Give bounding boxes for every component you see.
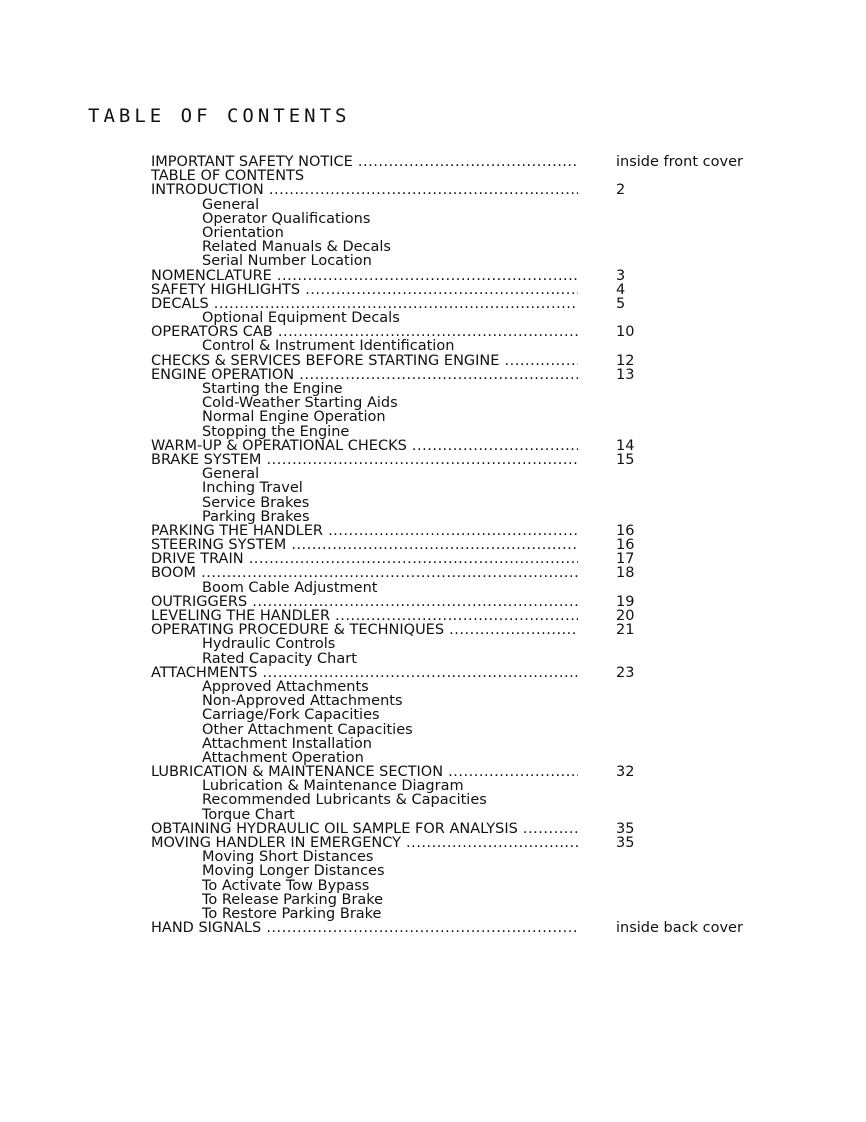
toc-entry-label: ATTACHMENTS ..... xyxy=(151,666,578,680)
toc-subentry xyxy=(151,410,771,424)
toc-entry-label: To Activate Tow Bypass xyxy=(202,877,370,894)
toc-entry xyxy=(151,609,771,623)
toc-entry xyxy=(151,169,771,183)
toc-page-number: 32 xyxy=(616,764,635,781)
table-of-contents xyxy=(151,155,771,935)
toc-entry-label: Rated Capacity Chart xyxy=(202,650,357,667)
toc-entry-label: OPERATING PROCEDURE & TECHNIQUES ..... xyxy=(151,623,578,637)
toc-entry-label: TABLE OF CONTENTS xyxy=(151,168,305,185)
toc-entry-label: Operator Qualifications xyxy=(202,210,371,227)
toc-subentry xyxy=(151,481,771,495)
toc-entry-label: HAND SIGNALS ..... xyxy=(151,921,578,935)
toc-entry-label: PARKING THE HANDLER ..... xyxy=(151,524,578,538)
toc-entry-label: Orientation xyxy=(202,224,284,241)
toc-entry-label: Starting the Engine xyxy=(202,381,343,397)
toc-subentry xyxy=(151,510,771,524)
toc-subentry xyxy=(151,680,771,694)
toc-entry xyxy=(151,552,771,566)
toc-subentry xyxy=(151,737,771,751)
toc-entry xyxy=(151,183,771,197)
toc-entry xyxy=(151,368,771,382)
toc-entry-label: Torque Chart xyxy=(202,806,295,823)
toc-entry xyxy=(151,283,771,297)
toc-page-number: 16 xyxy=(616,522,635,539)
toc-subentry xyxy=(151,850,771,864)
toc-entry xyxy=(151,439,771,453)
toc-subentry xyxy=(151,226,771,240)
toc-entry-label: Inching Travel xyxy=(202,480,303,497)
toc-entry-label: BRAKE SYSTEM ..... xyxy=(151,453,578,467)
toc-entry xyxy=(151,524,771,538)
toc-entry-label: Serial Number Location xyxy=(202,253,372,270)
toc-entry-label: Control & Instrument Identification xyxy=(202,338,455,355)
toc-entry-label: DRIVE TRAIN ..... xyxy=(151,552,578,566)
toc-subentry xyxy=(151,779,771,793)
toc-entry-label: Attachment Installation xyxy=(202,735,372,752)
toc-entry-label: OPERATORS CAB ..... xyxy=(151,325,578,339)
toc-subentry xyxy=(151,425,771,439)
toc-subentry xyxy=(151,581,771,595)
toc-entry xyxy=(151,623,771,637)
toc-entry-label: General xyxy=(202,196,260,213)
toc-entry-label: Boom Cable Adjustment xyxy=(202,579,378,596)
toc-entry-label: Carriage/Fork Capacities xyxy=(202,707,380,724)
toc-subentry xyxy=(151,339,771,353)
toc-entry-label: NOMENCLATURE ..... xyxy=(151,269,578,283)
toc-entry xyxy=(151,595,771,609)
toc-entry-label: Stopping the Engine xyxy=(202,423,350,440)
toc-entry-label: Other Attachment Capacities xyxy=(202,721,413,738)
toc-subentry xyxy=(151,254,771,268)
toc-subentry xyxy=(151,637,771,651)
toc-page-number: inside back cover xyxy=(616,920,743,937)
toc-entry-label: Moving Longer Distances xyxy=(202,863,385,880)
toc-subentry xyxy=(151,198,771,212)
toc-entry-label: Attachment Operation xyxy=(202,749,364,766)
toc-entry-label: ENGINE OPERATION ..... xyxy=(151,368,578,382)
toc-entry xyxy=(151,538,771,552)
toc-subentry xyxy=(151,496,771,510)
toc-entry-label: IMPORTANT SAFETY NOTICE ..... xyxy=(151,155,578,169)
toc-entry-label: Recommended Lubricants & Capacities xyxy=(202,792,487,809)
toc-subentry xyxy=(151,751,771,765)
toc-subentry xyxy=(151,240,771,254)
toc-entry-label: General xyxy=(202,466,260,483)
toc-entry-label: Approved Attachments xyxy=(202,678,369,695)
toc-page-number: 17 xyxy=(616,551,635,568)
toc-entry xyxy=(151,155,771,169)
toc-entry-label: Related Manuals & Decals xyxy=(202,239,391,256)
toc-page-number: 15 xyxy=(616,451,635,468)
toc-subentry xyxy=(151,793,771,807)
toc-entry-label: INTRODUCTION ..... xyxy=(151,183,578,197)
toc-page-number: 19 xyxy=(616,593,635,610)
toc-entry-label: STEERING SYSTEM ..... xyxy=(151,538,578,552)
toc-subentry xyxy=(151,864,771,878)
toc-entry-label: SAFETY HIGHLIGHTS ..... xyxy=(151,283,578,297)
toc-entry-label: BOOM ..... xyxy=(151,566,578,580)
toc-page-number: 3 xyxy=(616,267,626,284)
toc-subentry xyxy=(151,396,771,410)
toc-entry-label: Parking Brakes xyxy=(202,508,310,525)
toc-subentry xyxy=(151,907,771,921)
toc-entry-label: Non-Approved Attachments xyxy=(202,693,403,710)
toc-page-number: 4 xyxy=(616,281,626,298)
toc-subentry xyxy=(151,382,771,396)
toc-entry xyxy=(151,822,771,836)
toc-page-number: 10 xyxy=(616,324,635,341)
toc-page-number: 13 xyxy=(616,366,635,383)
toc-entry xyxy=(151,666,771,680)
toc-page-number: 2 xyxy=(616,182,626,199)
toc-entry-label: Moving Short Distances xyxy=(202,849,374,866)
toc-page-number: 23 xyxy=(616,664,635,681)
toc-entry-label: OUTRIGGERS ..... xyxy=(151,595,578,609)
toc-page-number: 21 xyxy=(616,622,635,639)
toc-entry-label: Hydraulic Controls xyxy=(202,636,336,653)
toc-entry-label: Optional Equipment Decals xyxy=(202,310,400,327)
toc-entry xyxy=(151,354,771,368)
toc-entry-label: To Restore Parking Brake xyxy=(202,905,382,922)
toc-subentry xyxy=(151,467,771,481)
toc-entry-label: Normal Engine Operation xyxy=(202,409,386,426)
toc-entry xyxy=(151,453,771,467)
toc-entry-label: Cold-Weather Starting Aids xyxy=(202,395,398,412)
toc-page-number: 12 xyxy=(616,352,635,369)
toc-entry-label: WARM-UP & OPERATIONAL CHECKS ..... xyxy=(151,439,578,453)
toc-page-number: 20 xyxy=(616,608,635,624)
toc-entry-label: Service Brakes xyxy=(202,494,310,511)
toc-subentry xyxy=(151,808,771,822)
toc-entry-label: LUBRICATION & MAINTENANCE SECTION ..... xyxy=(151,765,578,779)
toc-entry xyxy=(151,297,771,311)
toc-page-number: 18 xyxy=(616,565,635,582)
toc-subentry xyxy=(151,694,771,708)
toc-entry xyxy=(151,269,771,283)
toc-subentry xyxy=(151,879,771,893)
page-title: TABLE OF CONTENTS xyxy=(88,105,351,127)
toc-entry-label: MOVING HANDLER IN EMERGENCY ..... xyxy=(151,836,578,850)
toc-subentry xyxy=(151,652,771,666)
toc-subentry xyxy=(151,212,771,226)
toc-entry xyxy=(151,836,771,850)
toc-entry xyxy=(151,325,771,339)
toc-page-number: 5 xyxy=(616,295,626,312)
toc-page-number: 35 xyxy=(616,835,635,851)
toc-entry-label: CHECKS & SERVICES BEFORE STARTING ENGINE ..... xyxy=(151,354,578,368)
toc-entry xyxy=(151,566,771,580)
toc-subentry xyxy=(151,723,771,737)
toc-subentry xyxy=(151,311,771,325)
toc-entry-label: To Release Parking Brake xyxy=(202,891,384,908)
toc-page-number: 16 xyxy=(616,537,635,554)
toc-entry-label: DECALS ..... xyxy=(151,297,578,311)
toc-subentry xyxy=(151,708,771,722)
toc-entry xyxy=(151,921,771,935)
toc-page-number: inside front cover xyxy=(616,154,743,170)
toc-page-number: 14 xyxy=(616,437,635,454)
toc-page-number: 35 xyxy=(616,820,635,837)
toc-entry-label: LEVELING THE HANDLER ..... xyxy=(151,609,578,623)
toc-entry-label: OBTAINING HYDRAULIC OIL SAMPLE FOR ANALYSIS ..... xyxy=(151,822,578,836)
toc-entry xyxy=(151,765,771,779)
toc-entry-label: Lubrication & Maintenance Diagram xyxy=(202,778,464,795)
toc-subentry xyxy=(151,893,771,907)
